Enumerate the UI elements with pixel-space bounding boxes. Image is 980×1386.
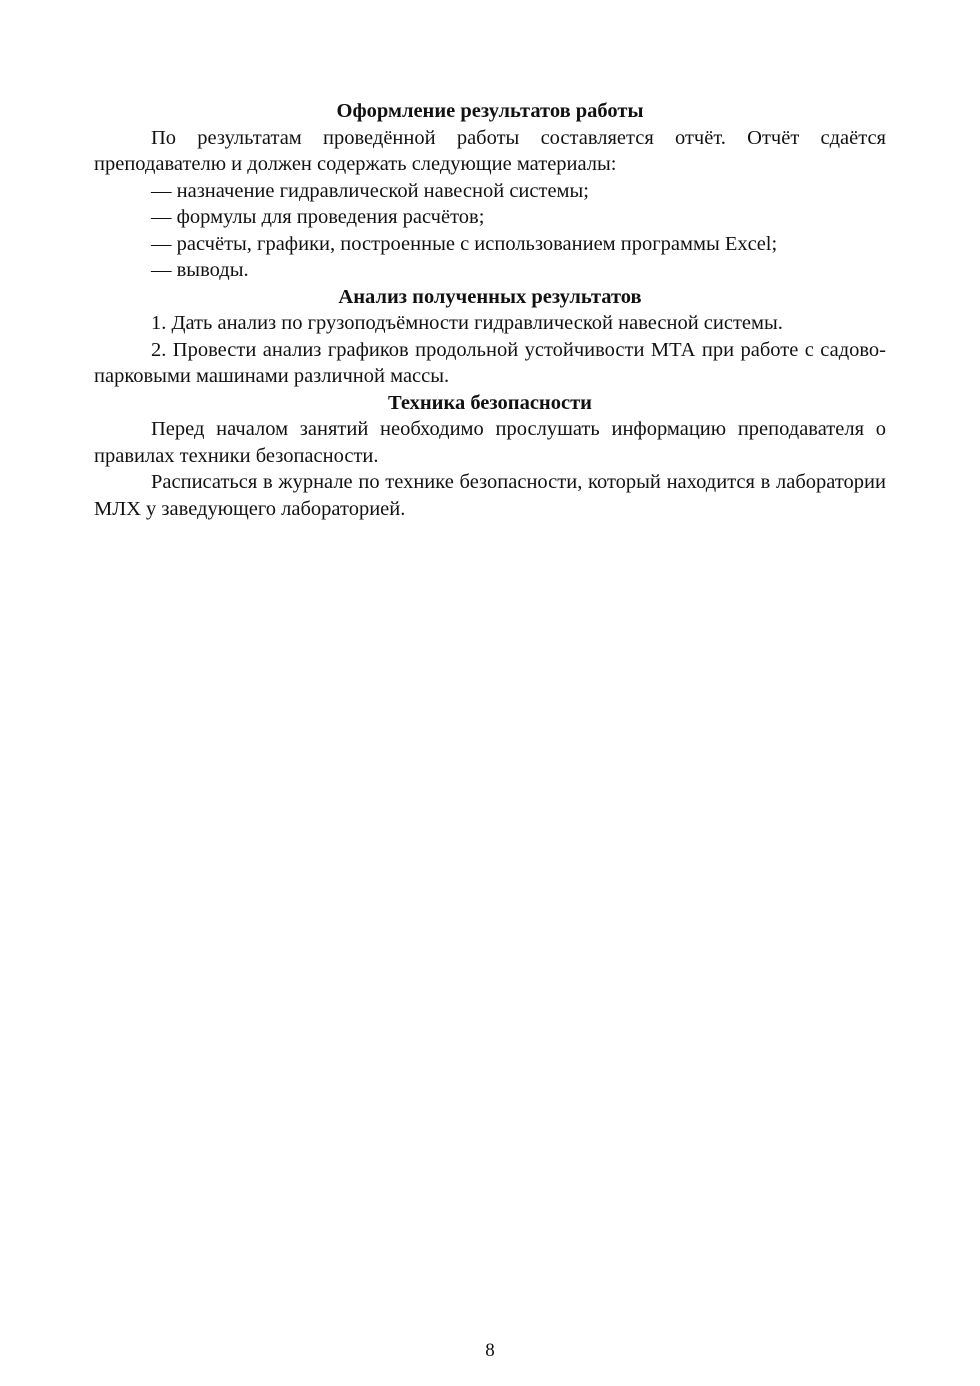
section-heading-analysis: Анализ полученных результатов: [338, 285, 642, 308]
safety-paragraph-2: Расписаться в журнале по технике безопасности, который находится в лаборатории МЛХ у заведующего лабораторией.: [94, 471, 886, 520]
report-item-formulas: — формулы для проведения расчётов;: [151, 206, 485, 228]
safety-paragraph-1: Перед началом занятий необходимо прослушать информацию преподавателя о правилах техники безопасности.: [94, 418, 886, 467]
report-item-calculations: — расчёты, графики, построенные с использованием программы Excel;: [151, 232, 778, 255]
section-heading-safety: Техника безопасности: [388, 391, 592, 414]
page-content: [94, 98, 886, 522]
report-item-purpose: — назначение гидравлической навесной системы;: [151, 179, 589, 202]
report-item-conclusions: — выводы.: [151, 259, 249, 281]
section-heading-report: Оформление результатов работы: [336, 100, 644, 122]
page-number: 8: [485, 1340, 495, 1361]
report-intro-paragraph: По результатам проведённой работы составляется отчёт. Отчёт сдаётся преподавателю и должен содержать следующие материалы:: [94, 126, 886, 175]
analysis-item-2: 2. Провести анализ графиков продольной устойчивости МТА при работе с садово-парковыми машинами различной массы.: [94, 338, 886, 387]
analysis-item-1: 1. Дать анализ по грузоподъёмности гидравлической навесной системы.: [151, 312, 783, 334]
